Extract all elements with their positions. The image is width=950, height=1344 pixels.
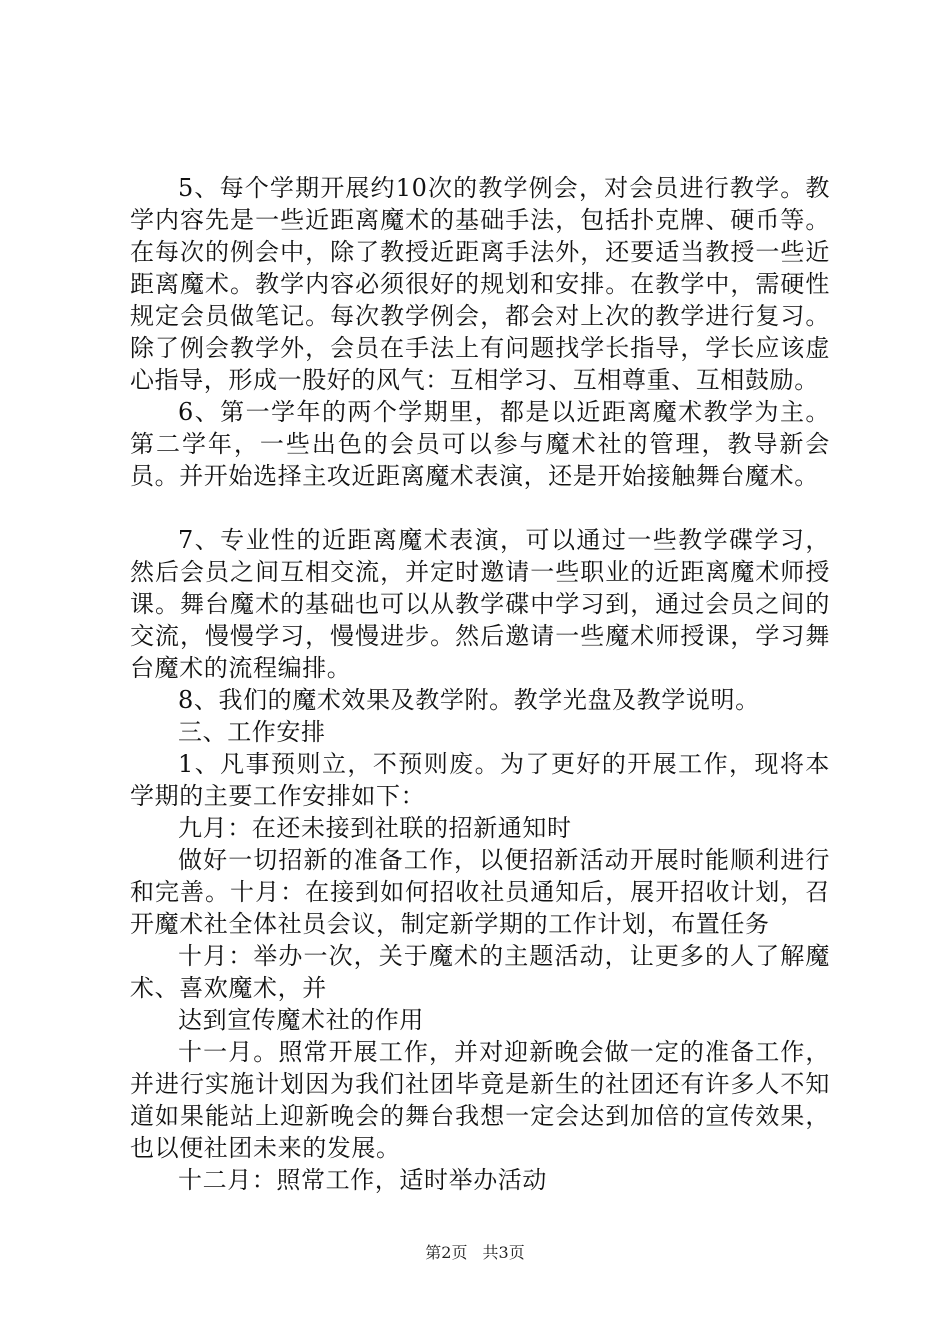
page-footer xyxy=(0,1243,950,1263)
section-heading-work-arrangement: 三、工作安排 xyxy=(178,718,326,746)
paragraph-item-5: 5、每个学期开展约10次的教学例会，对会员进行教学。教学内容先是一些近距离魔术的基础手法，包括扑克牌、硬币等。在每次的例会中，除了教授近距离手法外，还要适当教授一些近距离魔术。教学内容必须很好的规划和安排。在教学中，需硬性规定会员做笔记。每次教学例会，都会对上次的教学进行复习。除了例会教学外，会员在手法上有问题找学长指导，学长应该虚心指导，形成一股好的风气：互相学习、互相尊重、互相鼓励。 xyxy=(130,174,830,394)
paragraph-item-6: 6、第一学年的两个学期里，都是以近距离魔术教学为主。第二学年，一些出色的会员可以参与魔术社的管理，教导新会员。并开始选择主攻近距离魔术表演，还是开始接触舞台魔术。 xyxy=(130,398,830,490)
paragraph-november: 十一月。照常开展工作，并对迎新晚会做一定的准备工作，并进行实施计划因为我们社团毕竟是新生的社团还有许多人不知道如果能站上迎新晚会的舞台我想一定会达到加倍的宣传效果，也以便社团未来的发展。 xyxy=(130,1038,830,1162)
document-body xyxy=(130,172,830,1196)
paragraph-item-7: 7、专业性的近距离魔术表演，可以通过一些教学碟学习，然后会员之间互相交流，并定时邀请一些职业的近距离魔术师授课。舞台魔术的基础也可以从教学碟中学习到，通过会员之间的交流，慢慢学习，慢慢进步。然后邀请一些魔术师授课，学习舞台魔术的流程编排。 xyxy=(130,526,830,682)
paragraph-october-purpose: 达到宣传魔术社的作用 xyxy=(178,1006,424,1034)
page-total: 共3页 xyxy=(482,1243,525,1262)
paragraph-work-intro: 1、凡事预则立，不预则废。为了更好的开展工作，现将本学期的主要工作安排如下： xyxy=(130,750,830,810)
paragraph-item-8: 8、我们的魔术效果及教学附。教学光盘及教学说明。 xyxy=(178,686,760,714)
paragraph-december: 十二月：照常工作，适时举办活动 xyxy=(178,1166,547,1194)
paragraph-october-event: 十月：举办一次，关于魔术的主题活动，让更多的人了解魔术、喜欢魔术，并 xyxy=(130,942,830,1002)
blank-line xyxy=(130,492,830,524)
page-number: 第2页 xyxy=(425,1243,468,1262)
paragraph-september: 九月：在还未接到社联的招新通知时 xyxy=(178,814,572,842)
paragraph-recruit-prep: 做好一切招新的准备工作，以便招新活动开展时能顺利进行和完善。十月：在接到如何招收社员通知后，展开招收计划，召开魔术社全体社员会议，制定新学期的工作计划，布置任务 xyxy=(130,846,830,938)
